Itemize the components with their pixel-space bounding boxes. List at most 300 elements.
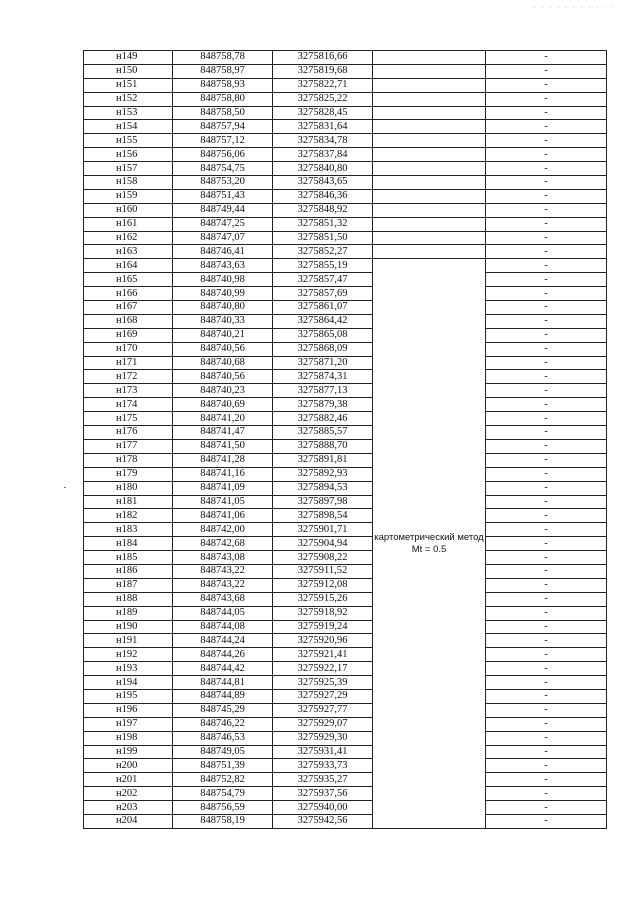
dash-cell: - bbox=[486, 328, 607, 342]
point-id-cell: н181 bbox=[84, 495, 173, 509]
x-coordinate-cell: 848744,05 bbox=[173, 606, 273, 620]
x-coordinate-cell: 848740,23 bbox=[173, 384, 273, 398]
table-row bbox=[84, 481, 607, 495]
y-coordinate-cell: 3275942,56 bbox=[273, 814, 373, 828]
y-coordinate-cell: 3275927,77 bbox=[273, 703, 373, 717]
point-id-cell: н167 bbox=[84, 301, 173, 315]
x-coordinate-cell: 848758,97 bbox=[173, 64, 273, 78]
y-coordinate-cell: 3275915,26 bbox=[273, 592, 373, 606]
table-row bbox=[84, 439, 607, 453]
dash-cell: - bbox=[486, 509, 607, 523]
dash-cell: - bbox=[486, 356, 607, 370]
x-coordinate-cell: 848758,19 bbox=[173, 814, 273, 828]
x-coordinate-cell: 848740,68 bbox=[173, 356, 273, 370]
x-coordinate-cell: 848744,42 bbox=[173, 662, 273, 676]
point-id-cell: н159 bbox=[84, 189, 173, 203]
x-coordinate-cell: 848741,28 bbox=[173, 453, 273, 467]
y-coordinate-cell: 3275911,52 bbox=[273, 564, 373, 578]
table-row bbox=[84, 148, 607, 162]
y-coordinate-cell: 3275852,27 bbox=[273, 245, 373, 259]
point-id-cell: н201 bbox=[84, 773, 173, 787]
dash-cell: - bbox=[486, 203, 607, 217]
dash-cell: - bbox=[486, 523, 607, 537]
y-coordinate-cell: 3275927,29 bbox=[273, 689, 373, 703]
table-row bbox=[84, 134, 607, 148]
y-coordinate-cell: 3275846,36 bbox=[273, 189, 373, 203]
y-coordinate-cell: 3275855,19 bbox=[273, 259, 373, 273]
x-coordinate-cell: 848741,09 bbox=[173, 481, 273, 495]
x-coordinate-cell: 848756,06 bbox=[173, 148, 273, 162]
dash-cell: - bbox=[486, 495, 607, 509]
point-id-cell: н179 bbox=[84, 467, 173, 481]
dash-cell: - bbox=[486, 453, 607, 467]
point-id-cell: н193 bbox=[84, 662, 173, 676]
y-coordinate-cell: 3275897,98 bbox=[273, 495, 373, 509]
x-coordinate-cell: 848741,50 bbox=[173, 439, 273, 453]
dash-cell: - bbox=[486, 92, 607, 106]
dash-cell: - bbox=[486, 467, 607, 481]
table-row bbox=[84, 551, 607, 565]
x-coordinate-cell: 848741,05 bbox=[173, 495, 273, 509]
x-coordinate-cell: 848740,69 bbox=[173, 398, 273, 412]
point-id-cell: н152 bbox=[84, 92, 173, 106]
table-row bbox=[84, 689, 607, 703]
table-row bbox=[84, 426, 607, 440]
point-id-cell: н197 bbox=[84, 717, 173, 731]
point-id-cell: н157 bbox=[84, 162, 173, 176]
table-row bbox=[84, 356, 607, 370]
x-coordinate-cell: 848758,80 bbox=[173, 92, 273, 106]
y-coordinate-cell: 3275933,73 bbox=[273, 759, 373, 773]
method-cell bbox=[373, 217, 486, 231]
point-id-cell: н160 bbox=[84, 203, 173, 217]
x-coordinate-cell: 848746,53 bbox=[173, 731, 273, 745]
point-id-cell: н165 bbox=[84, 273, 173, 287]
table-row bbox=[84, 384, 607, 398]
method-cell bbox=[373, 162, 486, 176]
table-row bbox=[84, 162, 607, 176]
y-coordinate-cell: 3275912,08 bbox=[273, 578, 373, 592]
dash-cell: - bbox=[486, 148, 607, 162]
dash-cell: - bbox=[486, 189, 607, 203]
table-row bbox=[84, 745, 607, 759]
y-coordinate-cell: 3275857,69 bbox=[273, 287, 373, 301]
point-id-cell: н180 bbox=[84, 481, 173, 495]
dash-cell: - bbox=[486, 64, 607, 78]
table-row bbox=[84, 176, 607, 190]
y-coordinate-cell: 3275898,54 bbox=[273, 509, 373, 523]
method-cell bbox=[373, 51, 486, 65]
x-coordinate-cell: 848758,78 bbox=[173, 51, 273, 65]
x-coordinate-cell: 848743,68 bbox=[173, 592, 273, 606]
dash-cell: - bbox=[486, 689, 607, 703]
dash-cell: - bbox=[486, 787, 607, 801]
point-id-cell: н153 bbox=[84, 106, 173, 120]
x-coordinate-cell: 848742,00 bbox=[173, 523, 273, 537]
dash-cell: - bbox=[486, 481, 607, 495]
table-row bbox=[84, 453, 607, 467]
point-id-cell: н170 bbox=[84, 342, 173, 356]
dash-cell: - bbox=[486, 620, 607, 634]
dash-cell: - bbox=[486, 370, 607, 384]
point-id-cell: н158 bbox=[84, 176, 173, 190]
dash-cell: - bbox=[486, 176, 607, 190]
x-coordinate-cell: 848749,44 bbox=[173, 203, 273, 217]
point-id-cell: н154 bbox=[84, 120, 173, 134]
point-id-cell: н190 bbox=[84, 620, 173, 634]
point-id-cell: н177 bbox=[84, 439, 173, 453]
method-cell bbox=[373, 203, 486, 217]
y-coordinate-cell: 3275865,08 bbox=[273, 328, 373, 342]
table-row bbox=[84, 537, 607, 551]
y-coordinate-cell: 3275877,13 bbox=[273, 384, 373, 398]
dash-cell: - bbox=[486, 51, 607, 65]
y-coordinate-cell: 3275908,22 bbox=[273, 551, 373, 565]
x-coordinate-cell: 848747,07 bbox=[173, 231, 273, 245]
x-coordinate-cell: 848746,22 bbox=[173, 717, 273, 731]
y-coordinate-cell: 3275929,07 bbox=[273, 717, 373, 731]
x-coordinate-cell: 848741,16 bbox=[173, 467, 273, 481]
table-row bbox=[84, 301, 607, 315]
method-cell bbox=[373, 189, 486, 203]
table-row bbox=[84, 662, 607, 676]
dash-cell: - bbox=[486, 537, 607, 551]
point-id-cell: н174 bbox=[84, 398, 173, 412]
table-row bbox=[84, 92, 607, 106]
point-id-cell: н166 bbox=[84, 287, 173, 301]
x-coordinate-cell: 848754,75 bbox=[173, 162, 273, 176]
dash-cell: - bbox=[486, 134, 607, 148]
table-row bbox=[84, 120, 607, 134]
x-coordinate-cell: 848740,99 bbox=[173, 287, 273, 301]
y-coordinate-cell: 3275935,27 bbox=[273, 773, 373, 787]
y-coordinate-cell: 3275840,80 bbox=[273, 162, 373, 176]
dash-cell: - bbox=[486, 78, 607, 92]
table-row bbox=[84, 217, 607, 231]
method-cell bbox=[373, 231, 486, 245]
point-id-cell: н204 bbox=[84, 814, 173, 828]
table-row bbox=[84, 342, 607, 356]
method-cell bbox=[373, 148, 486, 162]
table-row bbox=[84, 189, 607, 203]
dash-cell: - bbox=[486, 106, 607, 120]
table-row bbox=[84, 773, 607, 787]
coordinates-table-body bbox=[84, 51, 607, 829]
table-row bbox=[84, 787, 607, 801]
y-coordinate-cell: 3275901,71 bbox=[273, 523, 373, 537]
dash-cell: - bbox=[486, 578, 607, 592]
table-row bbox=[84, 51, 607, 65]
y-coordinate-cell: 3275851,50 bbox=[273, 231, 373, 245]
point-id-cell: н161 bbox=[84, 217, 173, 231]
y-coordinate-cell: 3275868,09 bbox=[273, 342, 373, 356]
x-coordinate-cell: 848740,33 bbox=[173, 314, 273, 328]
table-row bbox=[84, 106, 607, 120]
dash-cell: - bbox=[486, 398, 607, 412]
point-id-cell: н155 bbox=[84, 134, 173, 148]
point-id-cell: н192 bbox=[84, 648, 173, 662]
dash-cell: - bbox=[486, 814, 607, 828]
y-coordinate-cell: 3275874,31 bbox=[273, 370, 373, 384]
point-id-cell: н151 bbox=[84, 78, 173, 92]
x-coordinate-cell: 848757,94 bbox=[173, 120, 273, 134]
method-cell bbox=[373, 106, 486, 120]
dash-cell: - bbox=[486, 245, 607, 259]
y-coordinate-cell: 3275843,65 bbox=[273, 176, 373, 190]
table-row bbox=[84, 703, 607, 717]
table-row bbox=[84, 620, 607, 634]
y-coordinate-cell: 3275920,96 bbox=[273, 634, 373, 648]
method-cell bbox=[373, 78, 486, 92]
table-row bbox=[84, 592, 607, 606]
method-cell bbox=[373, 120, 486, 134]
table-row bbox=[84, 634, 607, 648]
y-coordinate-cell: 3275925,39 bbox=[273, 676, 373, 690]
point-id-cell: н196 bbox=[84, 703, 173, 717]
table-row bbox=[84, 731, 607, 745]
point-id-cell: н162 bbox=[84, 231, 173, 245]
y-coordinate-cell: 3275894,53 bbox=[273, 481, 373, 495]
method-cell bbox=[373, 245, 486, 259]
point-id-cell: н169 bbox=[84, 328, 173, 342]
x-coordinate-cell: 848751,39 bbox=[173, 759, 273, 773]
y-coordinate-cell: 3275937,56 bbox=[273, 787, 373, 801]
dash-cell: - bbox=[486, 439, 607, 453]
dash-cell: - bbox=[486, 564, 607, 578]
method-cell: картометрический метод Mt = 0.5 bbox=[373, 259, 486, 829]
table-row bbox=[84, 314, 607, 328]
y-coordinate-cell: 3275816,66 bbox=[273, 51, 373, 65]
x-coordinate-cell: 848744,81 bbox=[173, 676, 273, 690]
margin-dot bbox=[64, 487, 66, 488]
table-row bbox=[84, 801, 607, 815]
x-coordinate-cell: 848758,93 bbox=[173, 78, 273, 92]
dash-cell: - bbox=[486, 731, 607, 745]
table-row bbox=[84, 467, 607, 481]
dash-cell: - bbox=[486, 259, 607, 273]
dash-cell: - bbox=[486, 342, 607, 356]
point-id-cell: н156 bbox=[84, 148, 173, 162]
y-coordinate-cell: 3275864,42 bbox=[273, 314, 373, 328]
point-id-cell: н203 bbox=[84, 801, 173, 815]
dash-cell: - bbox=[486, 412, 607, 426]
table-row bbox=[84, 64, 607, 78]
dash-cell: - bbox=[486, 592, 607, 606]
y-coordinate-cell: 3275882,46 bbox=[273, 412, 373, 426]
table-row bbox=[84, 676, 607, 690]
x-coordinate-cell: 848744,26 bbox=[173, 648, 273, 662]
x-coordinate-cell: 848740,21 bbox=[173, 328, 273, 342]
y-coordinate-cell: 3275922,17 bbox=[273, 662, 373, 676]
y-coordinate-cell: 3275904,94 bbox=[273, 537, 373, 551]
point-id-cell: н172 bbox=[84, 370, 173, 384]
x-coordinate-cell: 848741,06 bbox=[173, 509, 273, 523]
table-row bbox=[84, 717, 607, 731]
dash-cell: - bbox=[486, 217, 607, 231]
point-id-cell: н186 bbox=[84, 564, 173, 578]
x-coordinate-cell: 848742,68 bbox=[173, 537, 273, 551]
x-coordinate-cell: 848752,82 bbox=[173, 773, 273, 787]
dash-cell: - bbox=[486, 231, 607, 245]
table-row bbox=[84, 509, 607, 523]
x-coordinate-cell: 848753,20 bbox=[173, 176, 273, 190]
x-coordinate-cell: 848740,98 bbox=[173, 273, 273, 287]
x-coordinate-cell: 848740,56 bbox=[173, 370, 273, 384]
dash-cell: - bbox=[486, 287, 607, 301]
x-coordinate-cell: 848744,24 bbox=[173, 634, 273, 648]
dash-cell: - bbox=[486, 745, 607, 759]
dash-cell: - bbox=[486, 676, 607, 690]
dash-cell: - bbox=[486, 120, 607, 134]
point-id-cell: н150 bbox=[84, 64, 173, 78]
dash-cell: - bbox=[486, 717, 607, 731]
table-row bbox=[84, 759, 607, 773]
point-id-cell: н198 bbox=[84, 731, 173, 745]
point-id-cell: н176 bbox=[84, 426, 173, 440]
y-coordinate-cell: 3275851,32 bbox=[273, 217, 373, 231]
dash-cell: - bbox=[486, 634, 607, 648]
x-coordinate-cell: 848745,29 bbox=[173, 703, 273, 717]
x-coordinate-cell: 848746,41 bbox=[173, 245, 273, 259]
dash-cell: - bbox=[486, 606, 607, 620]
point-id-cell: н185 bbox=[84, 551, 173, 565]
dash-cell: - bbox=[486, 773, 607, 787]
dash-cell: - bbox=[486, 314, 607, 328]
point-id-cell: н194 bbox=[84, 676, 173, 690]
method-cell bbox=[373, 92, 486, 106]
dash-cell: - bbox=[486, 273, 607, 287]
point-id-cell: н168 bbox=[84, 314, 173, 328]
y-coordinate-cell: 3275822,71 bbox=[273, 78, 373, 92]
y-coordinate-cell: 3275940,00 bbox=[273, 801, 373, 815]
point-id-cell: н149 bbox=[84, 51, 173, 65]
point-id-cell: н191 bbox=[84, 634, 173, 648]
x-coordinate-cell: 848758,50 bbox=[173, 106, 273, 120]
table-row bbox=[84, 578, 607, 592]
y-coordinate-cell: 3275888,70 bbox=[273, 439, 373, 453]
x-coordinate-cell: 848740,80 bbox=[173, 301, 273, 315]
point-id-cell: н184 bbox=[84, 537, 173, 551]
x-coordinate-cell: 848740,56 bbox=[173, 342, 273, 356]
point-id-cell: н183 bbox=[84, 523, 173, 537]
table-row bbox=[84, 814, 607, 828]
dash-cell: - bbox=[486, 759, 607, 773]
x-coordinate-cell: 848744,08 bbox=[173, 620, 273, 634]
table-row bbox=[84, 606, 607, 620]
y-coordinate-cell: 3275918,92 bbox=[273, 606, 373, 620]
x-coordinate-cell: 848741,20 bbox=[173, 412, 273, 426]
point-id-cell: н199 bbox=[84, 745, 173, 759]
table-row bbox=[84, 231, 607, 245]
y-coordinate-cell: 3275885,57 bbox=[273, 426, 373, 440]
table-row bbox=[84, 648, 607, 662]
point-id-cell: н178 bbox=[84, 453, 173, 467]
table-row bbox=[84, 78, 607, 92]
table-row bbox=[84, 370, 607, 384]
y-coordinate-cell: 3275825,22 bbox=[273, 92, 373, 106]
point-id-cell: н173 bbox=[84, 384, 173, 398]
y-coordinate-cell: 3275891,81 bbox=[273, 453, 373, 467]
x-coordinate-cell: 848757,12 bbox=[173, 134, 273, 148]
table-row bbox=[84, 203, 607, 217]
header-marks: . . . . . . . . . . . bbox=[533, 3, 616, 10]
x-coordinate-cell: 848743,22 bbox=[173, 578, 273, 592]
x-coordinate-cell: 848749,05 bbox=[173, 745, 273, 759]
y-coordinate-cell: 3275929,30 bbox=[273, 731, 373, 745]
point-id-cell: н171 bbox=[84, 356, 173, 370]
dash-cell: - bbox=[486, 662, 607, 676]
point-id-cell: н164 bbox=[84, 259, 173, 273]
dash-cell: - bbox=[486, 426, 607, 440]
table-row bbox=[84, 259, 607, 273]
dash-cell: - bbox=[486, 551, 607, 565]
point-id-cell: н189 bbox=[84, 606, 173, 620]
y-coordinate-cell: 3275871,20 bbox=[273, 356, 373, 370]
x-coordinate-cell: 848744,89 bbox=[173, 689, 273, 703]
method-cell bbox=[373, 134, 486, 148]
point-id-cell: н163 bbox=[84, 245, 173, 259]
dash-cell: - bbox=[486, 384, 607, 398]
point-id-cell: н195 bbox=[84, 689, 173, 703]
table-row bbox=[84, 287, 607, 301]
y-coordinate-cell: 3275834,78 bbox=[273, 134, 373, 148]
method-cell bbox=[373, 64, 486, 78]
x-coordinate-cell: 848741,47 bbox=[173, 426, 273, 440]
coordinates-table bbox=[83, 50, 607, 829]
y-coordinate-cell: 3275831,64 bbox=[273, 120, 373, 134]
x-coordinate-cell: 848747,25 bbox=[173, 217, 273, 231]
table-row bbox=[84, 245, 607, 259]
x-coordinate-cell: 848756,59 bbox=[173, 801, 273, 815]
table-row bbox=[84, 398, 607, 412]
method-cell bbox=[373, 176, 486, 190]
x-coordinate-cell: 848754,79 bbox=[173, 787, 273, 801]
y-coordinate-cell: 3275861,07 bbox=[273, 301, 373, 315]
y-coordinate-cell: 3275857,47 bbox=[273, 273, 373, 287]
table-row bbox=[84, 564, 607, 578]
y-coordinate-cell: 3275837,84 bbox=[273, 148, 373, 162]
y-coordinate-cell: 3275931,41 bbox=[273, 745, 373, 759]
point-id-cell: н202 bbox=[84, 787, 173, 801]
y-coordinate-cell: 3275819,68 bbox=[273, 64, 373, 78]
table-row bbox=[84, 412, 607, 426]
x-coordinate-cell: 848743,08 bbox=[173, 551, 273, 565]
point-id-cell: н182 bbox=[84, 509, 173, 523]
dash-cell: - bbox=[486, 703, 607, 717]
y-coordinate-cell: 3275848,92 bbox=[273, 203, 373, 217]
table-row bbox=[84, 523, 607, 537]
point-id-cell: н200 bbox=[84, 759, 173, 773]
x-coordinate-cell: 848743,22 bbox=[173, 564, 273, 578]
point-id-cell: н188 bbox=[84, 592, 173, 606]
y-coordinate-cell: 3275879,38 bbox=[273, 398, 373, 412]
y-coordinate-cell: 3275921,41 bbox=[273, 648, 373, 662]
dash-cell: - bbox=[486, 648, 607, 662]
dash-cell: - bbox=[486, 801, 607, 815]
y-coordinate-cell: 3275828,45 bbox=[273, 106, 373, 120]
y-coordinate-cell: 3275919,24 bbox=[273, 620, 373, 634]
y-coordinate-cell: 3275892,93 bbox=[273, 467, 373, 481]
table-row bbox=[84, 328, 607, 342]
x-coordinate-cell: 848751,43 bbox=[173, 189, 273, 203]
x-coordinate-cell: 848743,63 bbox=[173, 259, 273, 273]
dash-cell: - bbox=[486, 301, 607, 315]
dash-cell: - bbox=[486, 162, 607, 176]
point-id-cell: н175 bbox=[84, 412, 173, 426]
table-row bbox=[84, 273, 607, 287]
point-id-cell: н187 bbox=[84, 578, 173, 592]
table-row bbox=[84, 495, 607, 509]
